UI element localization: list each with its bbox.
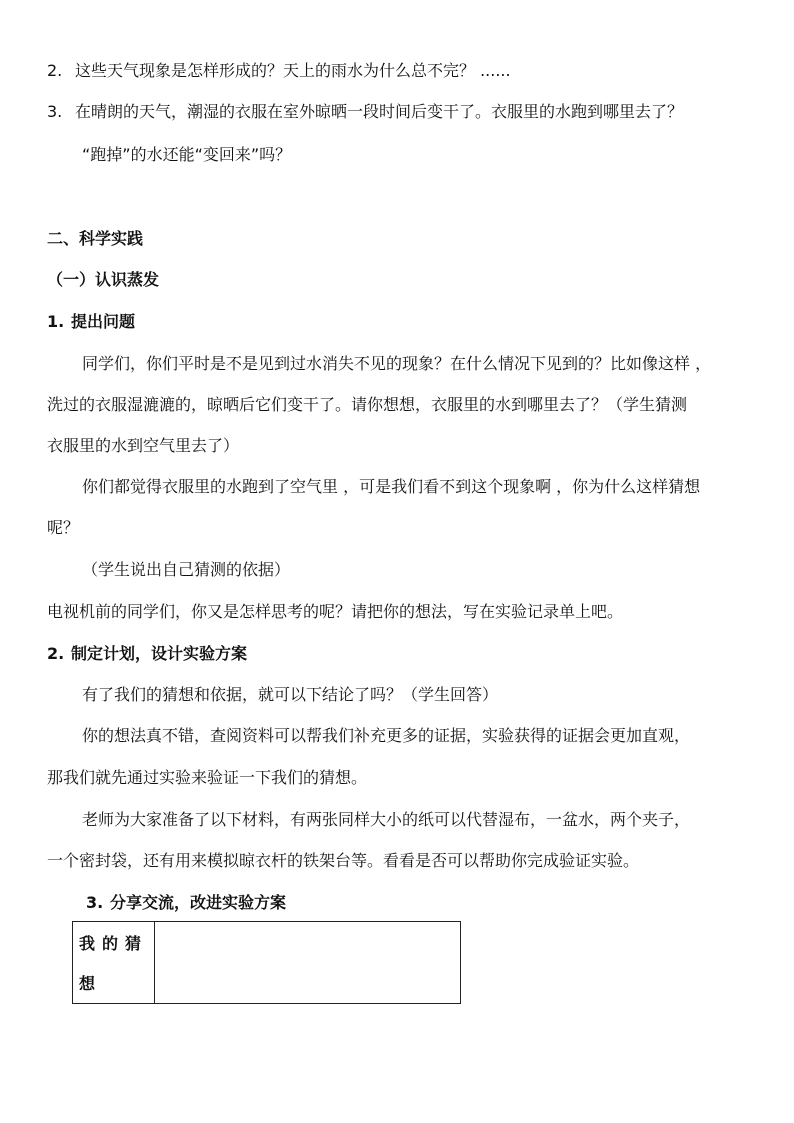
- step-1-paragraph2-line: 你们都觉得衣服里的水跑到了空气里 ，可是我们看不到这个现象啊 ，你为什么这样猜想: [82, 477, 701, 496]
- step-3-number: 3.: [86, 893, 104, 912]
- step-2-paragraph-line: 那我们就先通过实验来验证一下我们的猜想。: [47, 768, 368, 787]
- step-2-number: 2.: [47, 644, 65, 663]
- step-1-heading: [47, 312, 757, 332]
- step-1-paragraph-line: 同学们，你们平时是不是见到过水消失不见的现象？在什么情况下见到的？比如像这样 ，: [82, 354, 712, 373]
- step-3-heading: [86, 893, 794, 913]
- step-1-paragraph-line: 衣服里的水到空气里去了）: [47, 436, 240, 455]
- hypothesis-label: 我的猜想: [73, 922, 155, 1003]
- step-1-number: 1.: [47, 312, 65, 331]
- question-3-continuation: “跑掉”的水还能“变回来”吗？: [82, 145, 292, 164]
- question-3: [47, 102, 757, 122]
- section-title: 二、科学实践: [47, 229, 144, 248]
- step-2-paragraph2-line: 一个密封袋，还有用来模拟晾衣杆的铁架台等。看看是否可以帮助你完成验证实验。: [47, 851, 640, 870]
- step-1-title: 提出问题: [71, 312, 136, 331]
- step-1-paragraph-line: 洗过的衣服湿漉漉的，晾晒后它们变干了。请你想想，衣服里的水到哪里去了？（学生猜测: [47, 395, 688, 414]
- question-2-number: 2.: [47, 61, 63, 80]
- step-2-line1: 有了我们的猜想和依据，就可以下结论了吗？（学生回答）: [82, 685, 499, 704]
- step-2-paragraph2-line: 老师为大家准备了以下材料，有两张同样大小的纸可以代替湿布，一盆水，两个夹子，: [82, 810, 691, 829]
- hypothesis-input-cell[interactable]: [155, 922, 460, 1003]
- step-2-title: 制定计划，设计实验方案: [71, 644, 248, 663]
- question-2: [47, 61, 757, 81]
- step-1-note: （学生说出自己猜测的依据）: [82, 560, 291, 579]
- step-1-paragraph2-line: 呢？: [47, 518, 80, 537]
- question-2-text: 这些天气现象是怎样形成的？天上的雨水为什么总不完？ ......: [75, 61, 511, 80]
- step-2-paragraph-line: 你的想法真不错，查阅资料可以帮我们补充更多的证据，实验获得的证据会更加直观，: [82, 726, 691, 745]
- question-3-text: 在晴朗的天气，潮湿的衣服在室外晾晒一段时间后变干了。衣服里的水跑到哪里去了？: [75, 102, 684, 121]
- question-3-number: 3.: [47, 102, 63, 121]
- step-2-heading: [47, 644, 757, 664]
- hypothesis-record-table: [72, 921, 461, 1004]
- step-1-closing: 电视机前的同学们，你又是怎样思考的呢？请把你的想法，写在实验记录单上吧。: [47, 602, 624, 621]
- step-3-title: 分享交流，改进实验方案: [110, 893, 287, 912]
- subsection-title: （一）认识蒸发: [47, 270, 160, 289]
